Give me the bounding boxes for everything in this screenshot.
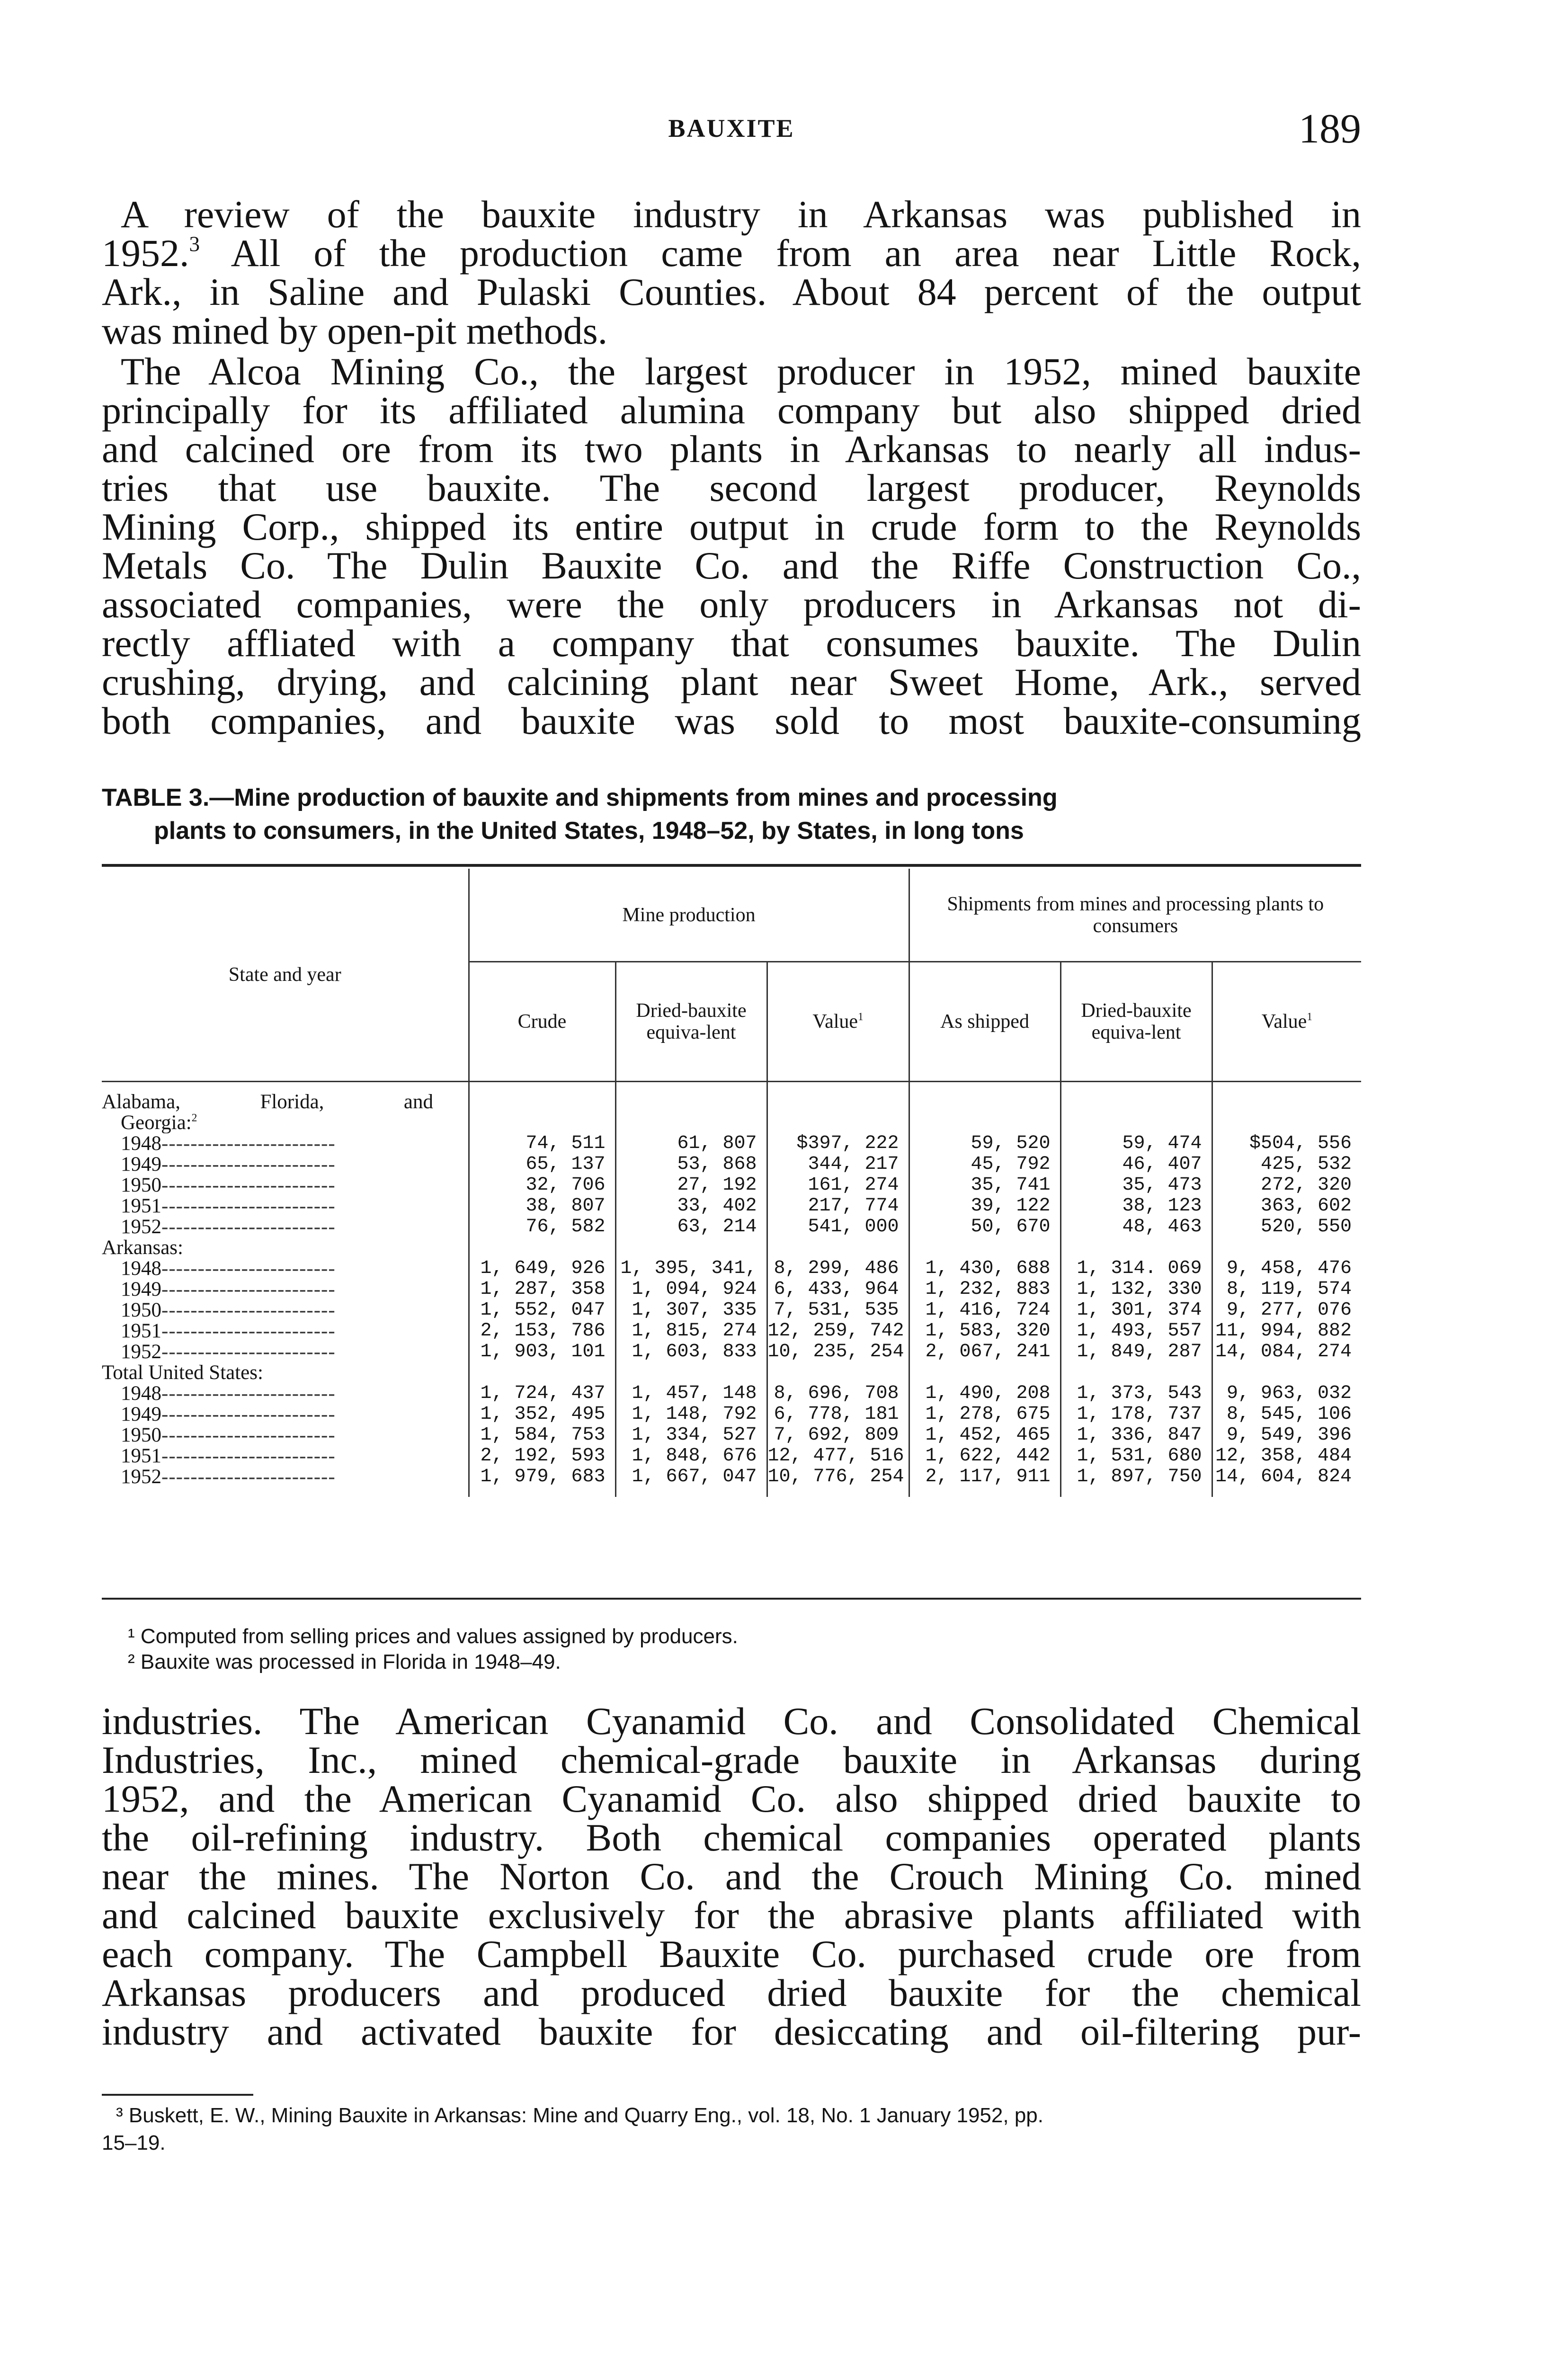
cell-shipped-dried: 59, 474: [1060, 1133, 1212, 1154]
caption-line: TABLE 3.—Mine production of bauxite and shipments from mines and processing: [102, 784, 1058, 811]
row-year: [102, 1279, 469, 1300]
cell-value: 10, 776, 254: [767, 1467, 909, 1487]
leader-dots: ------------------------: [161, 1467, 336, 1487]
header-text: Value: [1261, 1011, 1307, 1032]
text-line: industries. The American Cyanamid Co. and Consolidated Chemical: [102, 1700, 1361, 1743]
running-title: BAUXITE: [668, 114, 795, 142]
cell-crude: 2, 192, 593: [469, 1446, 615, 1467]
cell-shipped-dried: 1, 897, 750: [1060, 1467, 1212, 1487]
year-text: 1948: [121, 1133, 161, 1154]
cell-shipped: 2, 067, 241: [909, 1342, 1060, 1362]
cell-crude: 74, 511: [469, 1133, 615, 1154]
header-crude: Crude: [469, 962, 615, 1082]
year-text: 1952: [121, 1467, 161, 1487]
text-line: Arkansas producers and produced dried bauxite for the chemical: [102, 1971, 1361, 2014]
header-value-shipped: [1212, 962, 1361, 1082]
cell-shipped: 1, 622, 442: [909, 1446, 1060, 1467]
cell-crude: 1, 584, 753: [469, 1425, 615, 1446]
leader-dots: ------------------------: [161, 1404, 336, 1425]
cell-shipped-dried: 35, 473: [1060, 1175, 1212, 1196]
cell-value: 161, 274: [767, 1175, 909, 1196]
cell-shipped: 35, 741: [909, 1175, 1060, 1196]
text-line: Metals Co. The Dulin Bauxite Co. and the Riffe Construction Co.,: [102, 544, 1361, 587]
text-line: associated companies, were the only producers in Arkansas not di-: [102, 583, 1361, 626]
table-bottom-rule: [102, 1598, 1361, 1600]
year-text: 1948: [121, 1258, 161, 1279]
cell-shipped-value: 14, 084, 274: [1212, 1342, 1361, 1362]
leader-dots: ------------------------: [161, 1446, 336, 1467]
cell-shipped-dried: 1, 178, 737: [1060, 1404, 1212, 1425]
header-shipments: Shipments from mines and processing plants to consumers: [909, 869, 1361, 962]
table-top-rule: [102, 864, 1361, 867]
row-year: [102, 1217, 469, 1237]
text-line: A review of the bauxite industry in Arkansas was published in: [121, 193, 1361, 236]
row-year: [102, 1383, 469, 1404]
header-dried-equivalent: Dried-bauxite equiva-lent: [615, 962, 767, 1082]
cell-dried: 63, 214: [615, 1217, 767, 1237]
cell-shipped-value: 9, 549, 396: [1212, 1425, 1361, 1446]
cell-crude: 65, 137: [469, 1154, 615, 1175]
cell-shipped: 1, 452, 465: [909, 1425, 1060, 1446]
section-header-row: [102, 1092, 1361, 1112]
text-line: Ark., in Saline and Pulaski Counties. About 84 percent of the output: [102, 270, 1361, 313]
table-row: [102, 1446, 1361, 1467]
cell-dried: 1, 667, 047: [615, 1467, 767, 1487]
table-row: [102, 1154, 1361, 1175]
cell-value: 12, 259, 742: [767, 1321, 909, 1342]
year-text: 1951: [121, 1321, 161, 1342]
cell-shipped: 1, 490, 208: [909, 1383, 1060, 1404]
header-as-shipped: As shipped: [909, 962, 1060, 1082]
table-row: [102, 1217, 1361, 1237]
cell-shipped-value: 425, 532: [1212, 1154, 1361, 1175]
caption-line: plants to consumers, in the United States, 1948–52, by States, in long tons: [154, 817, 1024, 845]
year-text: 1950: [121, 1425, 161, 1446]
cell-shipped: 59, 520: [909, 1133, 1060, 1154]
table-row: [102, 1279, 1361, 1300]
table-row: [102, 1133, 1361, 1154]
row-year: [102, 1425, 469, 1446]
cell-shipped-value: 272, 320: [1212, 1175, 1361, 1196]
text-line: industry and activated bauxite for desiccating and oil-filtering pur-: [102, 2010, 1361, 2053]
cell-shipped-dried: 1, 373, 543: [1060, 1383, 1212, 1404]
text-line: the oil-refining industry. Both chemical companies operated plants: [102, 1816, 1361, 1859]
section-name: Arkansas:: [102, 1237, 183, 1258]
leader-dots: ------------------------: [161, 1383, 336, 1404]
cell-dried: 1, 815, 274: [615, 1321, 767, 1342]
cell-shipped-dried: 38, 123: [1060, 1196, 1212, 1217]
table-row: [102, 1258, 1361, 1279]
section-name: [102, 1112, 469, 1133]
cell-shipped-value: 8, 545, 106: [1212, 1404, 1361, 1425]
cell-crude: 1, 724, 437: [469, 1383, 615, 1404]
cell-dried: 1, 603, 833: [615, 1342, 767, 1362]
cell-crude: 1, 979, 683: [469, 1467, 615, 1487]
row-year: [102, 1154, 469, 1175]
cell-crude: 2, 153, 786: [469, 1321, 615, 1342]
cell-shipped: 1, 583, 320: [909, 1321, 1060, 1342]
cell-value: 7, 531, 535: [767, 1300, 909, 1321]
cell-shipped: 1, 278, 675: [909, 1404, 1060, 1425]
year-text: 1952: [121, 1342, 161, 1362]
header-text: Value: [812, 1011, 858, 1032]
cell-dried: 33, 402: [615, 1196, 767, 1217]
header-mine-production: Mine production: [469, 869, 909, 962]
table-notes: [128, 1624, 1361, 1675]
cell-value: 10, 235, 254: [767, 1342, 909, 1362]
text-line: The Alcoa Mining Co., the largest producer in 1952, mined bauxite: [121, 350, 1361, 393]
year-text: 1950: [121, 1300, 161, 1321]
cell-shipped-dried: 48, 463: [1060, 1217, 1212, 1237]
cell-shipped: 1, 232, 883: [909, 1279, 1060, 1300]
cell-value: 7, 692, 809: [767, 1425, 909, 1446]
leader-dots: ------------------------: [161, 1279, 336, 1300]
leader-dots: ------------------------: [161, 1300, 336, 1321]
cell-shipped-value: 9, 963, 032: [1212, 1383, 1361, 1404]
text-line: Industries, Inc., mined chemical-grade bauxite in Arkansas during: [102, 1738, 1361, 1781]
paragraph-1: [102, 195, 1361, 350]
footnote-ref: 2: [191, 1112, 197, 1124]
year-text: 1948: [121, 1383, 161, 1404]
cell-value: 541, 000: [767, 1217, 909, 1237]
cell-crude: 32, 706: [469, 1175, 615, 1196]
cell-shipped: 2, 117, 911: [909, 1467, 1060, 1487]
header-state-and-year: State and year: [228, 964, 341, 986]
cell-dried: 27, 192: [615, 1175, 767, 1196]
row-year: [102, 1258, 469, 1279]
row-year: [102, 1467, 469, 1487]
cell-shipped-dried: 1, 336, 847: [1060, 1425, 1212, 1446]
footnote: [102, 2102, 1361, 2157]
section-header-row: [102, 1112, 1361, 1133]
page-number: 189: [1299, 106, 1361, 152]
paragraph-3: [102, 1702, 1361, 2051]
cell-dried: 1, 848, 676: [615, 1446, 767, 1467]
cell-shipped-value: 9, 277, 076: [1212, 1300, 1361, 1321]
cell-dried: 53, 868: [615, 1154, 767, 1175]
cell-shipped-dried: 1, 132, 330: [1060, 1279, 1212, 1300]
text-line: Mining Corp., shipped its entire output in crude form to the Reynolds: [102, 505, 1361, 548]
cell-shipped: 50, 670: [909, 1217, 1060, 1237]
footnote-ref: 1: [1307, 1010, 1312, 1023]
cell-shipped-value: $504, 556: [1212, 1133, 1361, 1154]
leader-dots: ------------------------: [161, 1196, 336, 1217]
leader-dots: ------------------------: [161, 1258, 336, 1279]
cell-dried: 1, 395, 341,: [615, 1258, 767, 1279]
cell-shipped-dried: 1, 531, 680: [1060, 1446, 1212, 1467]
section-name-text: Georgia:: [121, 1112, 192, 1133]
cell-dried: 1, 307, 335: [615, 1300, 767, 1321]
row-year: [102, 1321, 469, 1342]
text-line: [102, 231, 1361, 275]
cell-dried: 1, 457, 148: [615, 1383, 767, 1404]
leader-dots: ------------------------: [161, 1425, 336, 1446]
cell-value: $397, 222: [767, 1133, 909, 1154]
table-row: [102, 1196, 1361, 1217]
cell-shipped-dried: 1, 493, 557: [1060, 1321, 1212, 1342]
header-value: [767, 962, 909, 1082]
year-text: 1952: [121, 1217, 161, 1237]
year-text: 1949: [121, 1404, 161, 1425]
text-line: crushing, drying, and calcining plant near Sweet Home, Ark., served: [102, 660, 1361, 703]
leader-dots: ------------------------: [161, 1154, 336, 1175]
cell-dried: 1, 094, 924: [615, 1279, 767, 1300]
table-note: ² Bauxite was processed in Florida in 1948–49.: [128, 1650, 561, 1673]
cell-dried: 1, 334, 527: [615, 1425, 767, 1446]
cell-shipped-value: 12, 358, 484: [1212, 1446, 1361, 1467]
table-row: [102, 1175, 1361, 1196]
row-year: [102, 1175, 469, 1196]
year-text: 1950: [121, 1175, 161, 1196]
text-line: near the mines. The Norton Co. and the Crouch Mining Co. mined: [102, 1855, 1361, 1898]
running-head: [102, 105, 1361, 157]
cell-shipped-dried: 1, 314. 069: [1060, 1258, 1212, 1279]
row-year: [102, 1300, 469, 1321]
leader-dots: ------------------------: [161, 1133, 336, 1154]
cell-crude: 1, 352, 495: [469, 1404, 615, 1425]
cell-shipped-dried: 1, 301, 374: [1060, 1300, 1212, 1321]
leader-dots: ------------------------: [161, 1342, 336, 1362]
production-table: [102, 869, 1361, 1497]
text-line: both companies, and bauxite was sold to most bauxite-consuming: [102, 699, 1361, 742]
row-year: [102, 1342, 469, 1362]
cell-shipped-value: 11, 994, 882: [1212, 1321, 1361, 1342]
text-fragment: 1952.: [102, 231, 189, 275]
leader-dots: ------------------------: [161, 1217, 336, 1237]
cell-shipped: 39, 122: [909, 1196, 1060, 1217]
cell-crude: 76, 582: [469, 1217, 615, 1237]
table-row: [102, 1425, 1361, 1446]
footnote-ref: 3: [189, 232, 200, 256]
cell-value: 8, 696, 708: [767, 1383, 909, 1404]
table-row: [102, 1467, 1361, 1487]
section-header-row: [102, 1237, 1361, 1258]
cell-crude: 38, 807: [469, 1196, 615, 1217]
text-line: 1952, and the American Cyanamid Co. also shipped dried bauxite to: [102, 1777, 1361, 1820]
cell-shipped: 1, 430, 688: [909, 1258, 1060, 1279]
cell-dried: 1, 148, 792: [615, 1404, 767, 1425]
table-caption: [102, 781, 1361, 847]
text-line: and calcined bauxite exclusively for the abrasive plants affiliated with: [102, 1894, 1361, 1937]
cell-shipped-dried: 46, 407: [1060, 1154, 1212, 1175]
cell-crude: 1, 552, 047: [469, 1300, 615, 1321]
table-row: [102, 1383, 1361, 1404]
text-line: rectly affliated with a company that consumes bauxite. The Dulin: [102, 622, 1361, 665]
year-text: 1951: [121, 1446, 161, 1467]
cell-dried: 61, 807: [615, 1133, 767, 1154]
text-line: principally for its affiliated alumina company but also shipped dried: [102, 389, 1361, 432]
cell-shipped-value: 363, 602: [1212, 1196, 1361, 1217]
paragraph-2: [102, 352, 1361, 740]
cell-crude: 1, 287, 358: [469, 1279, 615, 1300]
row-year: [102, 1196, 469, 1217]
cell-shipped: 45, 792: [909, 1154, 1060, 1175]
row-year: [102, 1446, 469, 1467]
text-line: each company. The Campbell Bauxite Co. purchased crude ore from: [102, 1932, 1361, 1975]
table-row: [102, 1300, 1361, 1321]
header-dried-equivalent-shipped: Dried-bauxite equiva-lent: [1060, 962, 1212, 1082]
cell-value: 344, 217: [767, 1154, 909, 1175]
leader-dots: ------------------------: [161, 1175, 336, 1196]
row-year: [102, 1133, 469, 1154]
cell-value: 8, 299, 486: [767, 1258, 909, 1279]
year-text: 1949: [121, 1279, 161, 1300]
table-row: [102, 1342, 1361, 1362]
footnote-rule: [102, 2094, 253, 2096]
cell-shipped-value: 14, 604, 824: [1212, 1467, 1361, 1487]
cell-shipped-dried: 1, 849, 287: [1060, 1342, 1212, 1362]
cell-value: 217, 774: [767, 1196, 909, 1217]
cell-shipped-value: 8, 119, 574: [1212, 1279, 1361, 1300]
section-name: Total United States:: [102, 1362, 263, 1383]
section-name: [102, 1092, 469, 1112]
cell-value: 6, 778, 181: [767, 1404, 909, 1425]
year-text: 1951: [121, 1196, 161, 1217]
cell-shipped-value: 520, 550: [1212, 1217, 1361, 1237]
footnote-ref: 1: [858, 1010, 864, 1023]
cell-value: 6, 433, 964: [767, 1279, 909, 1300]
cell-shipped-value: 9, 458, 476: [1212, 1258, 1361, 1279]
footnote-line: ³ Buskett, E. W., Mining Bauxite in Arkansas: Mine and Quarry Eng., vol. 18, No. 1 January 1952, pp.: [116, 2104, 1043, 2127]
footnote-line: 15–19.: [102, 2131, 166, 2154]
text-line: was mined by open-pit methods.: [102, 309, 608, 352]
leader-dots: ------------------------: [161, 1321, 336, 1342]
table-note: ¹ Computed from selling prices and values assigned by producers.: [128, 1625, 738, 1648]
cell-crude: 1, 649, 926: [469, 1258, 615, 1279]
cell-value: 12, 477, 516: [767, 1446, 909, 1467]
table-row: [102, 1404, 1361, 1425]
row-year: [102, 1404, 469, 1425]
year-text: 1949: [121, 1154, 161, 1175]
section-name-text: Alabama, Florida, and: [102, 1092, 433, 1112]
cell-shipped: 1, 416, 724: [909, 1300, 1060, 1321]
text-fragment: All of the production came from an area near Little Rock,: [231, 231, 1361, 275]
text-line: and calcined ore from its two plants in Arkansas to nearly all indus-: [102, 427, 1361, 471]
section-header-row: [102, 1362, 1361, 1383]
text-line: tries that use bauxite. The second largest producer, Reynolds: [102, 466, 1361, 509]
table-row: [102, 1321, 1361, 1342]
cell-crude: 1, 903, 101: [469, 1342, 615, 1362]
